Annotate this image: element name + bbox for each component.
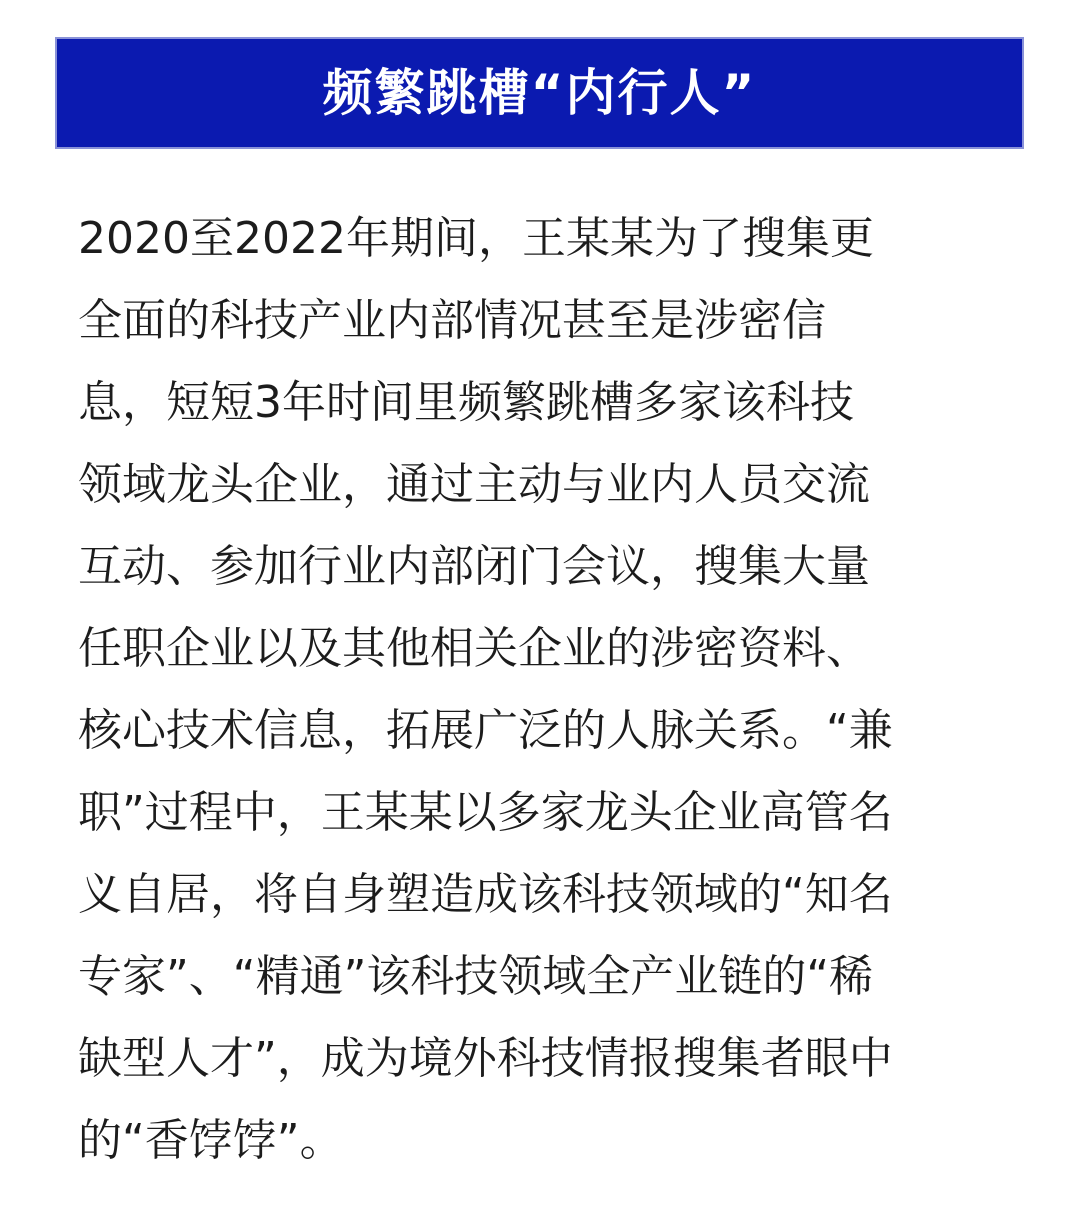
section-title: 频繁跳槽“内行人” <box>322 64 757 122</box>
article-line: 互动、参加行业内部闭门会议，搜集大量 <box>78 541 870 592</box>
section-title-banner <box>55 37 1024 149</box>
article-line: 专家”、“精通”该科技领域全产业链的“稀 <box>78 951 874 1002</box>
article-line: 任职企业以及其他相关企业的涉密资料、 <box>78 623 870 674</box>
article-line: 义自居，将自身塑造成该科技领域的“知名 <box>78 869 893 920</box>
article-line: 职”过程中，王某某以多家龙头企业高管名 <box>78 787 893 838</box>
article-body <box>78 198 1002 1182</box>
article-line: 全面的科技产业内部情况甚至是涉密信 <box>78 295 826 346</box>
article-line: 核心技术信息，拓展广泛的人脉关系。“兼 <box>78 705 893 756</box>
article-line: 2020至2022年期间，王某某为了搜集更 <box>78 213 874 264</box>
article-line: 缺型人才”，成为境外科技情报搜集者眼中 <box>78 1033 893 1084</box>
article-line: 的“香饽饽”。 <box>78 1115 344 1166</box>
article-line: 息，短短3年时间里频繁跳槽多家该科技 <box>78 377 854 428</box>
article-line: 领域龙头企业，通过主动与业内人员交流 <box>78 459 870 510</box>
